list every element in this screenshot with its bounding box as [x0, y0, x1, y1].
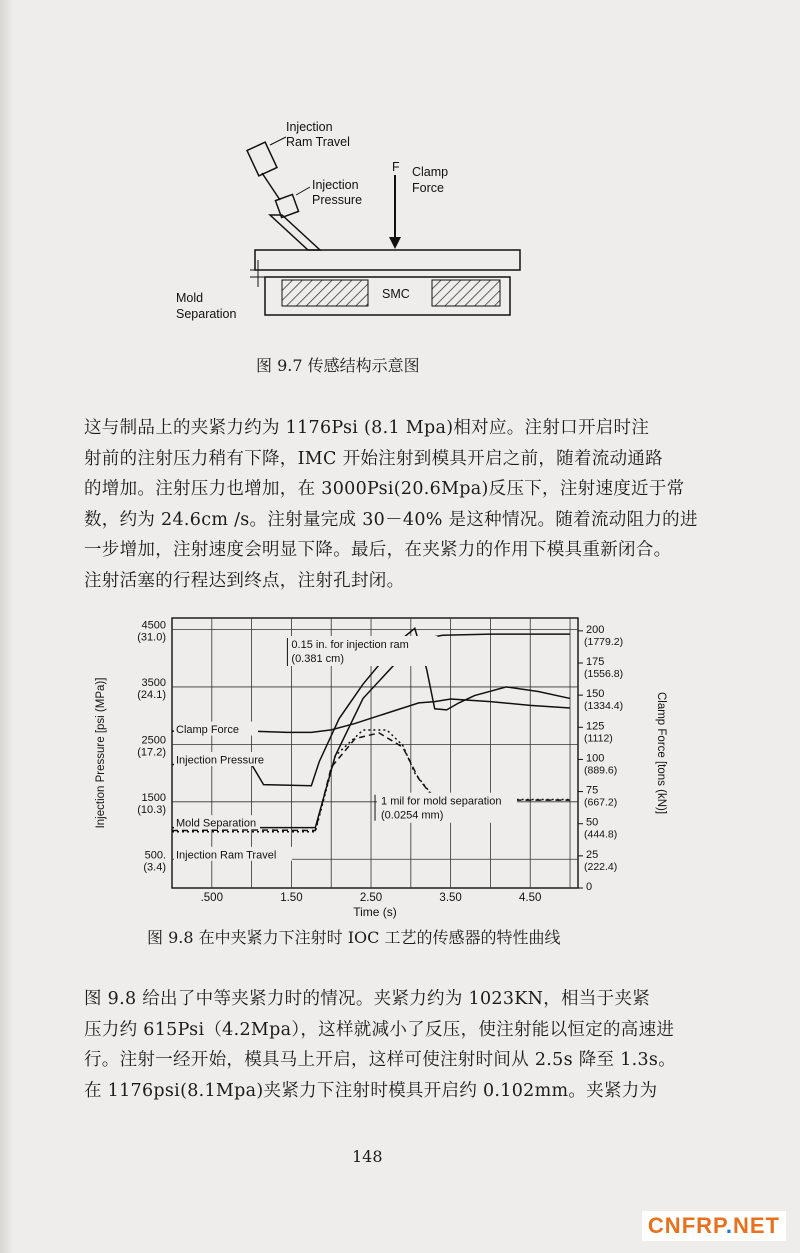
left-tick-label: 4500	[141, 619, 166, 632]
page-number: 148	[352, 1147, 383, 1166]
page-shadow	[0, 0, 14, 1253]
left-tick-label: 500.	[144, 849, 166, 862]
x-tick-label: 4.50	[519, 892, 542, 904]
paragraph-line: 压力约 615Psi（4.2Mpa），这样就减小了反压，使注射能以恒定的高速进	[84, 1019, 675, 1040]
sensor-characteristic-chart	[88, 610, 668, 920]
x-axis-label: Time (s)	[353, 905, 397, 919]
paragraph-line: 数，约为 24.6cm /s。注射量完成 30－40% 是这种情况。随着流动阻力的进	[84, 509, 698, 530]
left-tick-label: 1500	[141, 791, 166, 804]
label-mold-2: Separation	[176, 307, 237, 321]
series-label-clamp-force: Clamp Force	[176, 724, 239, 737]
sensor-structure-diagram	[170, 115, 540, 377]
annotation-mold-2: (0.0254 mm)	[381, 809, 444, 822]
smc-charge-right	[432, 280, 500, 306]
label-clamp-f: F	[392, 160, 400, 174]
label-mold-1: Mold	[176, 291, 204, 305]
injection-nozzle	[270, 215, 320, 250]
label-injection-ram-2: Ram Travel	[286, 135, 350, 149]
paragraph-line: 这与制品上的夹紧力约为 1176Psi (8.1 Mpa)相对应。注射口开启时注	[84, 418, 650, 438]
left-tick-sublabel: (10.3)	[137, 803, 166, 816]
label-injection-pressure-2: Pressure	[312, 193, 363, 207]
paragraph-line: 行。注射一经开始，模具马上开启，这样可使注射时间从 2.5s 降至 1.3s。	[84, 1050, 677, 1070]
label-clamp-2: Force	[412, 181, 444, 195]
site-watermark	[642, 1211, 786, 1241]
watermark-brand: CNFRP	[647, 1213, 726, 1238]
right-tick-label: 0	[586, 881, 593, 893]
paragraph-line: 在 1176psi(8.1Mpa)夹紧力下注射时模具开启约 0.102mm。夹紧力为	[84, 1080, 658, 1101]
right-tick-sublabel: (1779.2)	[584, 635, 624, 648]
right-tick-label: 50	[586, 816, 599, 829]
figure-9-8-caption: 图 9.8 在中夹紧力下注射时 IOC 工艺的传感器的特性曲线	[147, 928, 561, 947]
right-tick-label: 100	[586, 752, 605, 765]
label-clamp-1: Clamp	[412, 165, 449, 179]
right-tick-label: 25	[586, 848, 599, 861]
injection-ram-sensor	[247, 142, 277, 176]
annotation-mold-1: 1 mil for mold separation	[381, 795, 502, 808]
paragraph-line: 射前的注射压力稍有下降，IMC 开始注射到模具开启之前，随着流动通路	[84, 448, 663, 469]
annotation-ram-2: (0.381 cm)	[291, 653, 344, 665]
x-tick-label: 2.50	[359, 892, 383, 904]
left-tick-sublabel: (3.4)	[143, 861, 166, 874]
paragraph-line: 的增加。注射压力也增加，在 3000Psi(20.6Mpa)反压下，注射速度近于常	[84, 479, 685, 499]
smc-label: SMC	[382, 287, 410, 301]
paragraph-line: 一步增加，注射速度会明显下降。最后，在夹紧力的作用下模具重新闭合。	[84, 540, 672, 560]
right-tick-label: 150	[586, 688, 605, 701]
right-tick-sublabel: (1334.4)	[584, 700, 624, 713]
label-injection-pressure-1: Injection	[312, 178, 359, 192]
left-tick-sublabel: (31.0)	[137, 631, 166, 644]
series-label-injection-ram-travel: Injection Ram Travel	[176, 849, 277, 862]
left-tick-sublabel: (17.2)	[137, 746, 166, 759]
left-tick-label: 2500	[141, 734, 166, 747]
paragraph-1	[84, 413, 698, 596]
smc-charge-left	[282, 280, 368, 306]
right-tick-sublabel: (1112)	[584, 732, 613, 745]
left-tick-sublabel: (24.1)	[137, 688, 166, 701]
watermark-tld: NET	[733, 1213, 780, 1238]
watermark-dot: .	[725, 1213, 733, 1238]
x-tick-label: 1.50	[280, 892, 303, 904]
x-tick-label: 3.50	[439, 892, 462, 904]
paragraph-line: 注射活塞的行程达到终点，注射孔封闭。	[84, 570, 405, 591]
right-tick-label: 75	[586, 784, 599, 797]
upper-mold	[255, 250, 520, 270]
series-label-mold-separation: Mold Separation	[176, 817, 257, 830]
annotation-ram-1: 0.15 in. for injection ram	[291, 639, 409, 651]
left-tick-label: 3500	[141, 676, 166, 689]
paragraph-2	[84, 984, 677, 1106]
right-tick-label: 175	[586, 656, 605, 668]
right-tick-label: 125	[586, 720, 605, 733]
x-tick-label: .500	[200, 892, 223, 904]
paragraph-line: 图 9.8 给出了中等夹紧力时的情况。夹紧力约为 1023KN，相当于夹紧	[84, 989, 651, 1009]
right-tick-sublabel: (667.2)	[584, 796, 618, 809]
right-tick-sublabel: (889.6)	[584, 764, 618, 777]
right-tick-sublabel: (1556.8)	[584, 668, 624, 680]
series-label-injection-pressure: Injection Pressure	[176, 754, 265, 767]
right-tick-sublabel: (444.8)	[584, 828, 618, 841]
label-injection-ram-1: Injection	[286, 120, 333, 134]
y-axis-label-right: Clamp Force [tons (kN)]	[655, 691, 667, 815]
right-tick-label: 200	[586, 623, 605, 636]
figure-9-7-caption: 图 9.7 传感结构示意图	[256, 356, 420, 375]
y-axis-label-left: Injection Pressure [psi (MPa)]	[95, 677, 107, 829]
right-tick-sublabel: (222.4)	[584, 860, 618, 873]
